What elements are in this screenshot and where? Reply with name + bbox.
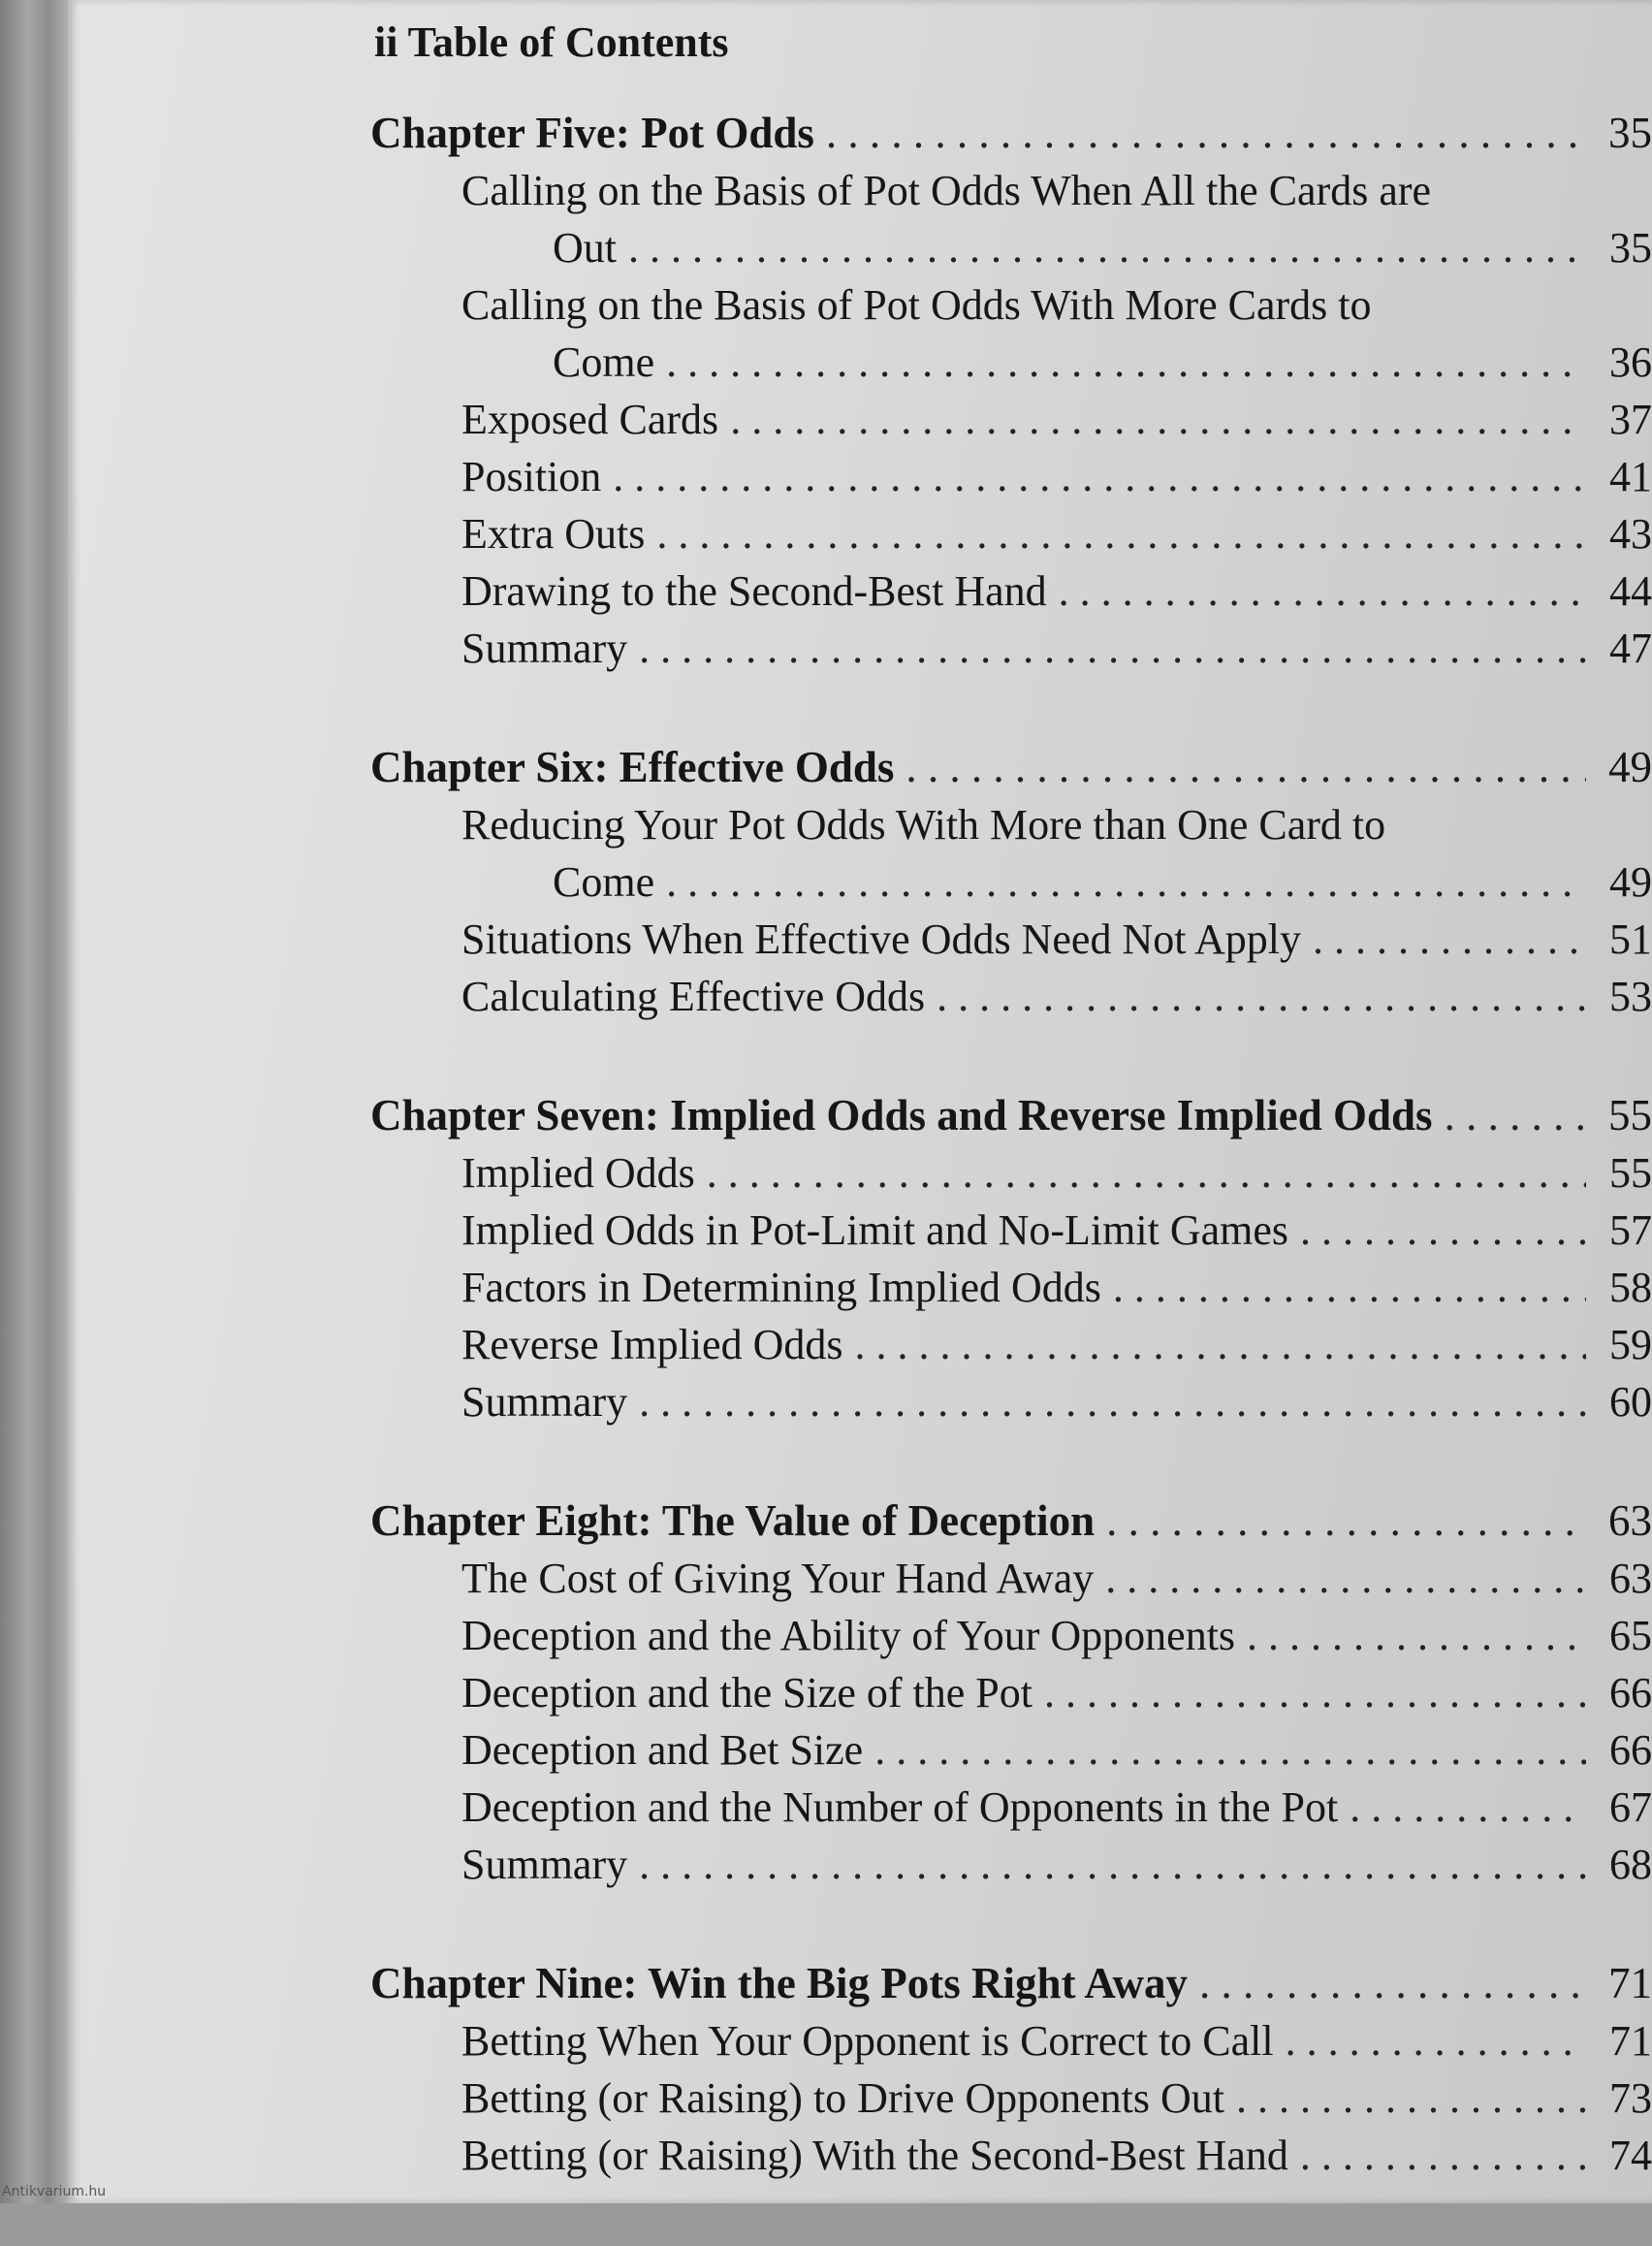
toc-entry[interactable] xyxy=(370,1836,1652,1893)
chapter-title: Chapter Five: Pot Odds xyxy=(370,109,814,157)
toc-entry[interactable] xyxy=(370,391,1652,448)
page-number: 35 xyxy=(1609,224,1652,272)
toc-entry[interactable] xyxy=(370,1721,1652,1779)
watermark: Antikvarium.hu xyxy=(2,2184,107,2199)
entry-title: The Cost of Giving Your Hand Away xyxy=(461,1555,1095,1602)
toc-entry-continuation[interactable] xyxy=(370,219,1652,276)
leader-dots xyxy=(1199,1955,1586,2012)
page-number: 68 xyxy=(1609,1841,1652,1888)
toc-entry[interactable] xyxy=(370,1779,1652,1836)
entry-title: Implied Odds in Pot-Limit and No-Limit Games xyxy=(461,1206,1289,1254)
toc-entry-first-line[interactable] xyxy=(370,162,1652,219)
leader-dots xyxy=(666,334,1586,391)
page-number: 73 xyxy=(1609,2074,1652,2122)
entry-title: Summary xyxy=(461,625,628,672)
entry-title: Calling on the Basis of Pot Odds With More Cards to xyxy=(461,281,1372,329)
entry-title: Reducing Your Pot Odds With More than One Card to xyxy=(461,801,1386,849)
leader-dots xyxy=(1300,2127,1586,2184)
chapter-eight xyxy=(370,1492,1652,1893)
toc-entry[interactable] xyxy=(370,1664,1652,1721)
toc-entry[interactable] xyxy=(370,505,1652,562)
leader-dots xyxy=(1286,2012,1586,2070)
table-of-contents xyxy=(370,105,1652,2246)
chapter-heading[interactable] xyxy=(370,1492,1652,1550)
leader-dots xyxy=(1105,1550,1586,1607)
page-number: 47 xyxy=(1609,625,1652,672)
leader-dots xyxy=(656,505,1586,562)
book-page xyxy=(68,0,1652,2203)
toc-entry[interactable] xyxy=(370,1373,1652,1430)
page-number: 49 xyxy=(1608,743,1652,791)
leader-dots xyxy=(1247,1607,1586,1664)
toc-entry-continuation[interactable] xyxy=(370,334,1652,391)
page-number: 51 xyxy=(1609,915,1652,963)
page-number: 59 xyxy=(1609,1321,1652,1368)
page-number: 66 xyxy=(1609,1669,1652,1717)
toc-entry[interactable] xyxy=(370,448,1652,505)
entry-title: Implied Odds xyxy=(461,1149,695,1197)
entry-title: Situations When Effective Odds Need Not Apply xyxy=(461,915,1302,963)
chapter-title: Chapter Eight: The Value of Deception xyxy=(370,1496,1096,1545)
entry-title: Summary xyxy=(461,1378,628,1426)
entry-title: Out xyxy=(553,224,617,272)
leader-dots xyxy=(628,219,1586,276)
leader-dots xyxy=(613,448,1586,505)
entry-title: Drawing to the Second-Best Hand xyxy=(461,567,1047,615)
leader-dots xyxy=(639,620,1586,677)
page-number: 53 xyxy=(1609,973,1652,1020)
book-spine xyxy=(0,0,70,2203)
page-number: 71 xyxy=(1608,1959,1652,2007)
leader-dots xyxy=(1300,1202,1586,1259)
chapter-title: Chapter Six: Effective Odds xyxy=(370,743,895,791)
page-number: 57 xyxy=(1609,1206,1652,1254)
chapter-nine xyxy=(370,1955,1652,2184)
toc-entry[interactable] xyxy=(370,2070,1652,2127)
page-number: 65 xyxy=(1609,1612,1652,1659)
toc-entry[interactable] xyxy=(370,562,1652,620)
entry-title: Factors in Determining Implied Odds xyxy=(461,1264,1101,1311)
toc-entry[interactable] xyxy=(370,1316,1652,1373)
leader-dots xyxy=(1236,2070,1586,2127)
toc-entry[interactable] xyxy=(370,1202,1652,1259)
entry-title: Deception and the Number of Opponents in the Pot xyxy=(461,1783,1339,1831)
entry-title: Exposed Cards xyxy=(461,396,719,443)
leader-dots xyxy=(826,105,1586,162)
chapter-heading[interactable] xyxy=(370,105,1652,162)
toc-entry[interactable] xyxy=(370,2127,1652,2184)
entry-title: Deception and Bet Size xyxy=(461,1726,864,1774)
leader-dots xyxy=(905,739,1586,796)
leader-dots xyxy=(1113,1259,1586,1316)
entry-title: Position xyxy=(461,453,602,500)
toc-entry-first-line[interactable] xyxy=(370,796,1652,853)
leader-dots xyxy=(1313,911,1586,968)
page-number: 35 xyxy=(1608,109,1652,157)
entry-title: Summary xyxy=(461,1841,628,1888)
leader-dots xyxy=(937,968,1586,1025)
entry-title: Calculating Effective Odds xyxy=(461,973,926,1020)
chapter-five xyxy=(370,105,1652,677)
page-number: 55 xyxy=(1609,1149,1652,1197)
leader-dots xyxy=(639,1373,1586,1430)
leader-dots xyxy=(1044,1664,1586,1721)
entry-title: Come xyxy=(553,858,655,906)
toc-entry[interactable] xyxy=(370,911,1652,968)
page-number: 55 xyxy=(1608,1091,1652,1139)
page-number: 63 xyxy=(1608,1496,1652,1545)
entry-title: Deception and the Ability of Your Opponents xyxy=(461,1612,1236,1659)
leader-dots xyxy=(1106,1492,1586,1550)
page-number: 44 xyxy=(1609,567,1652,615)
page-number: 63 xyxy=(1609,1555,1652,1602)
chapter-seven xyxy=(370,1087,1652,1430)
toc-entry[interactable] xyxy=(370,1607,1652,1664)
page-number: 58 xyxy=(1609,1264,1652,1311)
chapter-heading[interactable] xyxy=(370,1087,1652,1144)
page-number: 43 xyxy=(1609,510,1652,558)
page-number: 60 xyxy=(1609,1378,1652,1426)
page-number: 67 xyxy=(1609,1783,1652,1831)
entry-title: Calling on the Basis of Pot Odds When All the Cards are xyxy=(461,167,1432,214)
page-number: 36 xyxy=(1609,338,1652,386)
page-number: 49 xyxy=(1609,858,1652,906)
leader-dots xyxy=(639,1836,1586,1893)
toc-entry[interactable] xyxy=(370,1259,1652,1316)
leader-dots xyxy=(854,1316,1586,1373)
page-number: 74 xyxy=(1609,2132,1652,2179)
page-number: 41 xyxy=(1609,453,1652,500)
toc-entry-continuation[interactable] xyxy=(370,853,1652,911)
toc-entry[interactable] xyxy=(370,1550,1652,1607)
leader-dots xyxy=(730,391,1586,448)
leader-dots xyxy=(1059,562,1586,620)
entry-title: Extra Outs xyxy=(461,510,646,558)
entry-title: Deception and the Size of the Pot xyxy=(461,1669,1032,1717)
chapter-heading[interactable] xyxy=(370,739,1652,796)
leader-dots xyxy=(1445,1087,1586,1144)
leader-dots xyxy=(707,1144,1586,1202)
leader-dots xyxy=(666,853,1586,911)
toc-entry[interactable] xyxy=(370,2012,1652,2070)
toc-entry[interactable] xyxy=(370,968,1652,1025)
entry-title: Come xyxy=(553,338,655,386)
toc-entry[interactable] xyxy=(370,620,1652,677)
page-number: 37 xyxy=(1609,396,1652,443)
chapter-six xyxy=(370,739,1652,1025)
entry-title: Betting When Your Opponent is Correct to Call xyxy=(461,2017,1274,2065)
chapter-title: Chapter Nine: Win the Big Pots Right Away xyxy=(370,1959,1188,2007)
leader-dots xyxy=(1350,1779,1586,1836)
page-number: 66 xyxy=(1609,1726,1652,1774)
toc-entry-first-line[interactable] xyxy=(370,276,1652,334)
leader-dots xyxy=(874,1721,1586,1779)
entry-title: Reverse Implied Odds xyxy=(461,1321,843,1368)
chapter-title: Chapter Seven: Implied Odds and Reverse Implied Odds xyxy=(370,1091,1433,1139)
entry-title: Betting (or Raising) With the Second-Best Hand xyxy=(461,2132,1288,2179)
entry-title: Betting (or Raising) to Drive Opponents Out xyxy=(461,2074,1225,2122)
toc-entry[interactable] xyxy=(370,1144,1652,1202)
page-number: 71 xyxy=(1609,2017,1652,2065)
chapter-heading[interactable] xyxy=(370,1955,1652,2012)
page-header: ii Table of Contents xyxy=(374,18,729,66)
